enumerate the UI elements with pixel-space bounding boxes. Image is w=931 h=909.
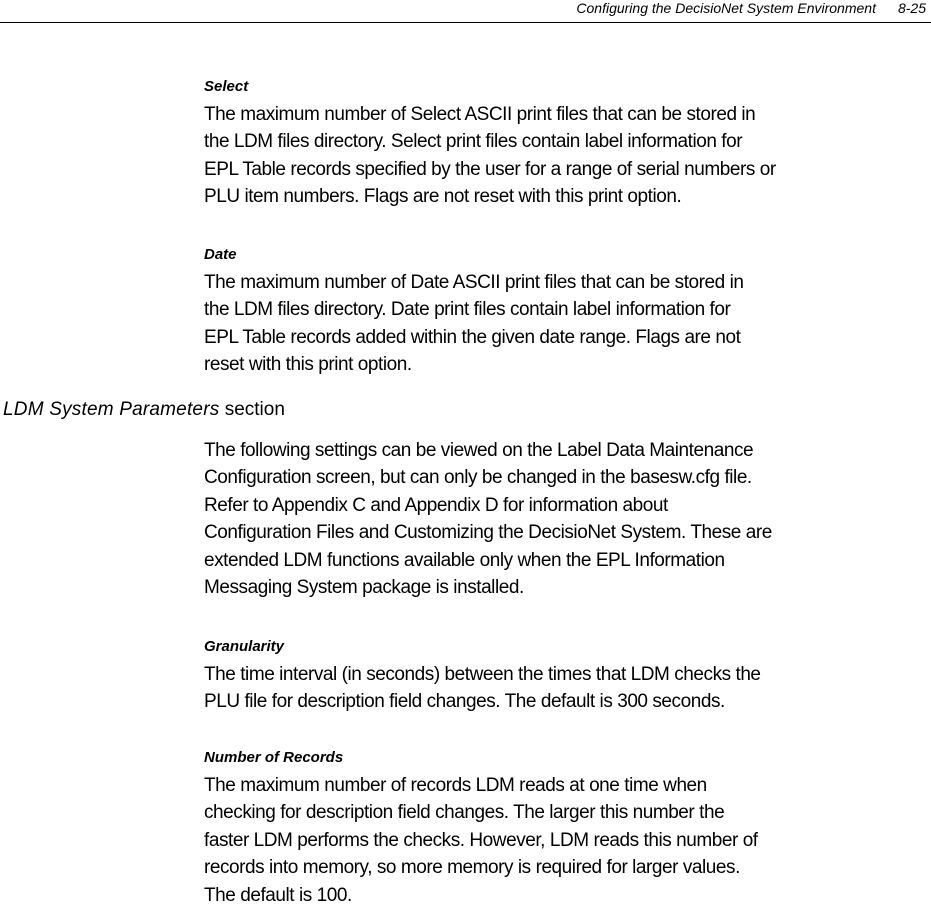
granularity-heading: Granularity	[204, 638, 285, 655]
section-name: LDM System Parameters	[3, 399, 220, 420]
paragraph-line: the LDM files directory. Select print files contain label information for	[204, 131, 743, 153]
paragraph-line: The maximum number of Date ASCII print files that can be stored in	[204, 272, 744, 293]
paragraph-line: PLU file for description field changes. The default is 300 seconds.	[204, 691, 725, 713]
date-description	[204, 269, 931, 379]
paragraph-line: Refer to Appendix C and Appendix D for information about	[204, 494, 668, 516]
page-number: 8-25	[897, 0, 926, 16]
paragraph-line: Messaging System package is installed.	[204, 577, 524, 599]
section-intro	[204, 437, 931, 601]
header-text	[576, 0, 926, 16]
paragraph-line: extended LDM functions available only when the EPL Information	[204, 549, 725, 571]
paragraph-line: The following settings can be viewed on the Label Data Maintenance	[204, 440, 754, 461]
chapter-title: Configuring the DecisioNet System Environment	[576, 0, 876, 16]
paragraph-line: faster LDM performs the checks. However, LDM reads this number of	[204, 829, 758, 851]
paragraph-line: Configuration screen, but can only be changed in the basesw.cfg file.	[204, 467, 752, 489]
paragraph-line: checking for description field changes. The larger this number the	[204, 802, 725, 824]
paragraph-line: The maximum number of Select ASCII print files that can be stored in	[204, 104, 756, 125]
paragraph-line: EPL Table records specified by the user for a range of serial numbers or	[204, 158, 776, 180]
paragraph-line: The maximum number of records LDM reads at one time when	[204, 775, 707, 796]
number-of-records-heading: Number of Records	[204, 749, 344, 766]
paragraph-line: the LDM files directory. Date print files contain label information for	[204, 299, 731, 321]
paragraph-line: Configuration Files and Customizing the DecisioNet System. These are	[204, 522, 772, 544]
select-heading: Select	[204, 78, 249, 95]
date-heading: Date	[204, 246, 237, 263]
section-suffix: section	[219, 399, 285, 420]
running-header	[0, 0, 931, 23]
paragraph-line: reset with this print option.	[204, 354, 412, 376]
select-description	[204, 101, 931, 211]
paragraph-line: EPL Table records added within the given date range. Flags are not	[204, 326, 741, 348]
granularity-description	[204, 661, 931, 716]
paragraph-line: The time interval (in seconds) between the times that LDM checks the	[204, 664, 761, 685]
section-heading	[3, 396, 285, 423]
paragraph-line: The default is 100.	[204, 884, 352, 906]
number-of-records-description	[204, 772, 931, 909]
paragraph-line: PLU item numbers. Flags are not reset with this print option.	[204, 186, 682, 208]
paragraph-line: records into memory, so more memory is required for larger values.	[204, 857, 740, 879]
